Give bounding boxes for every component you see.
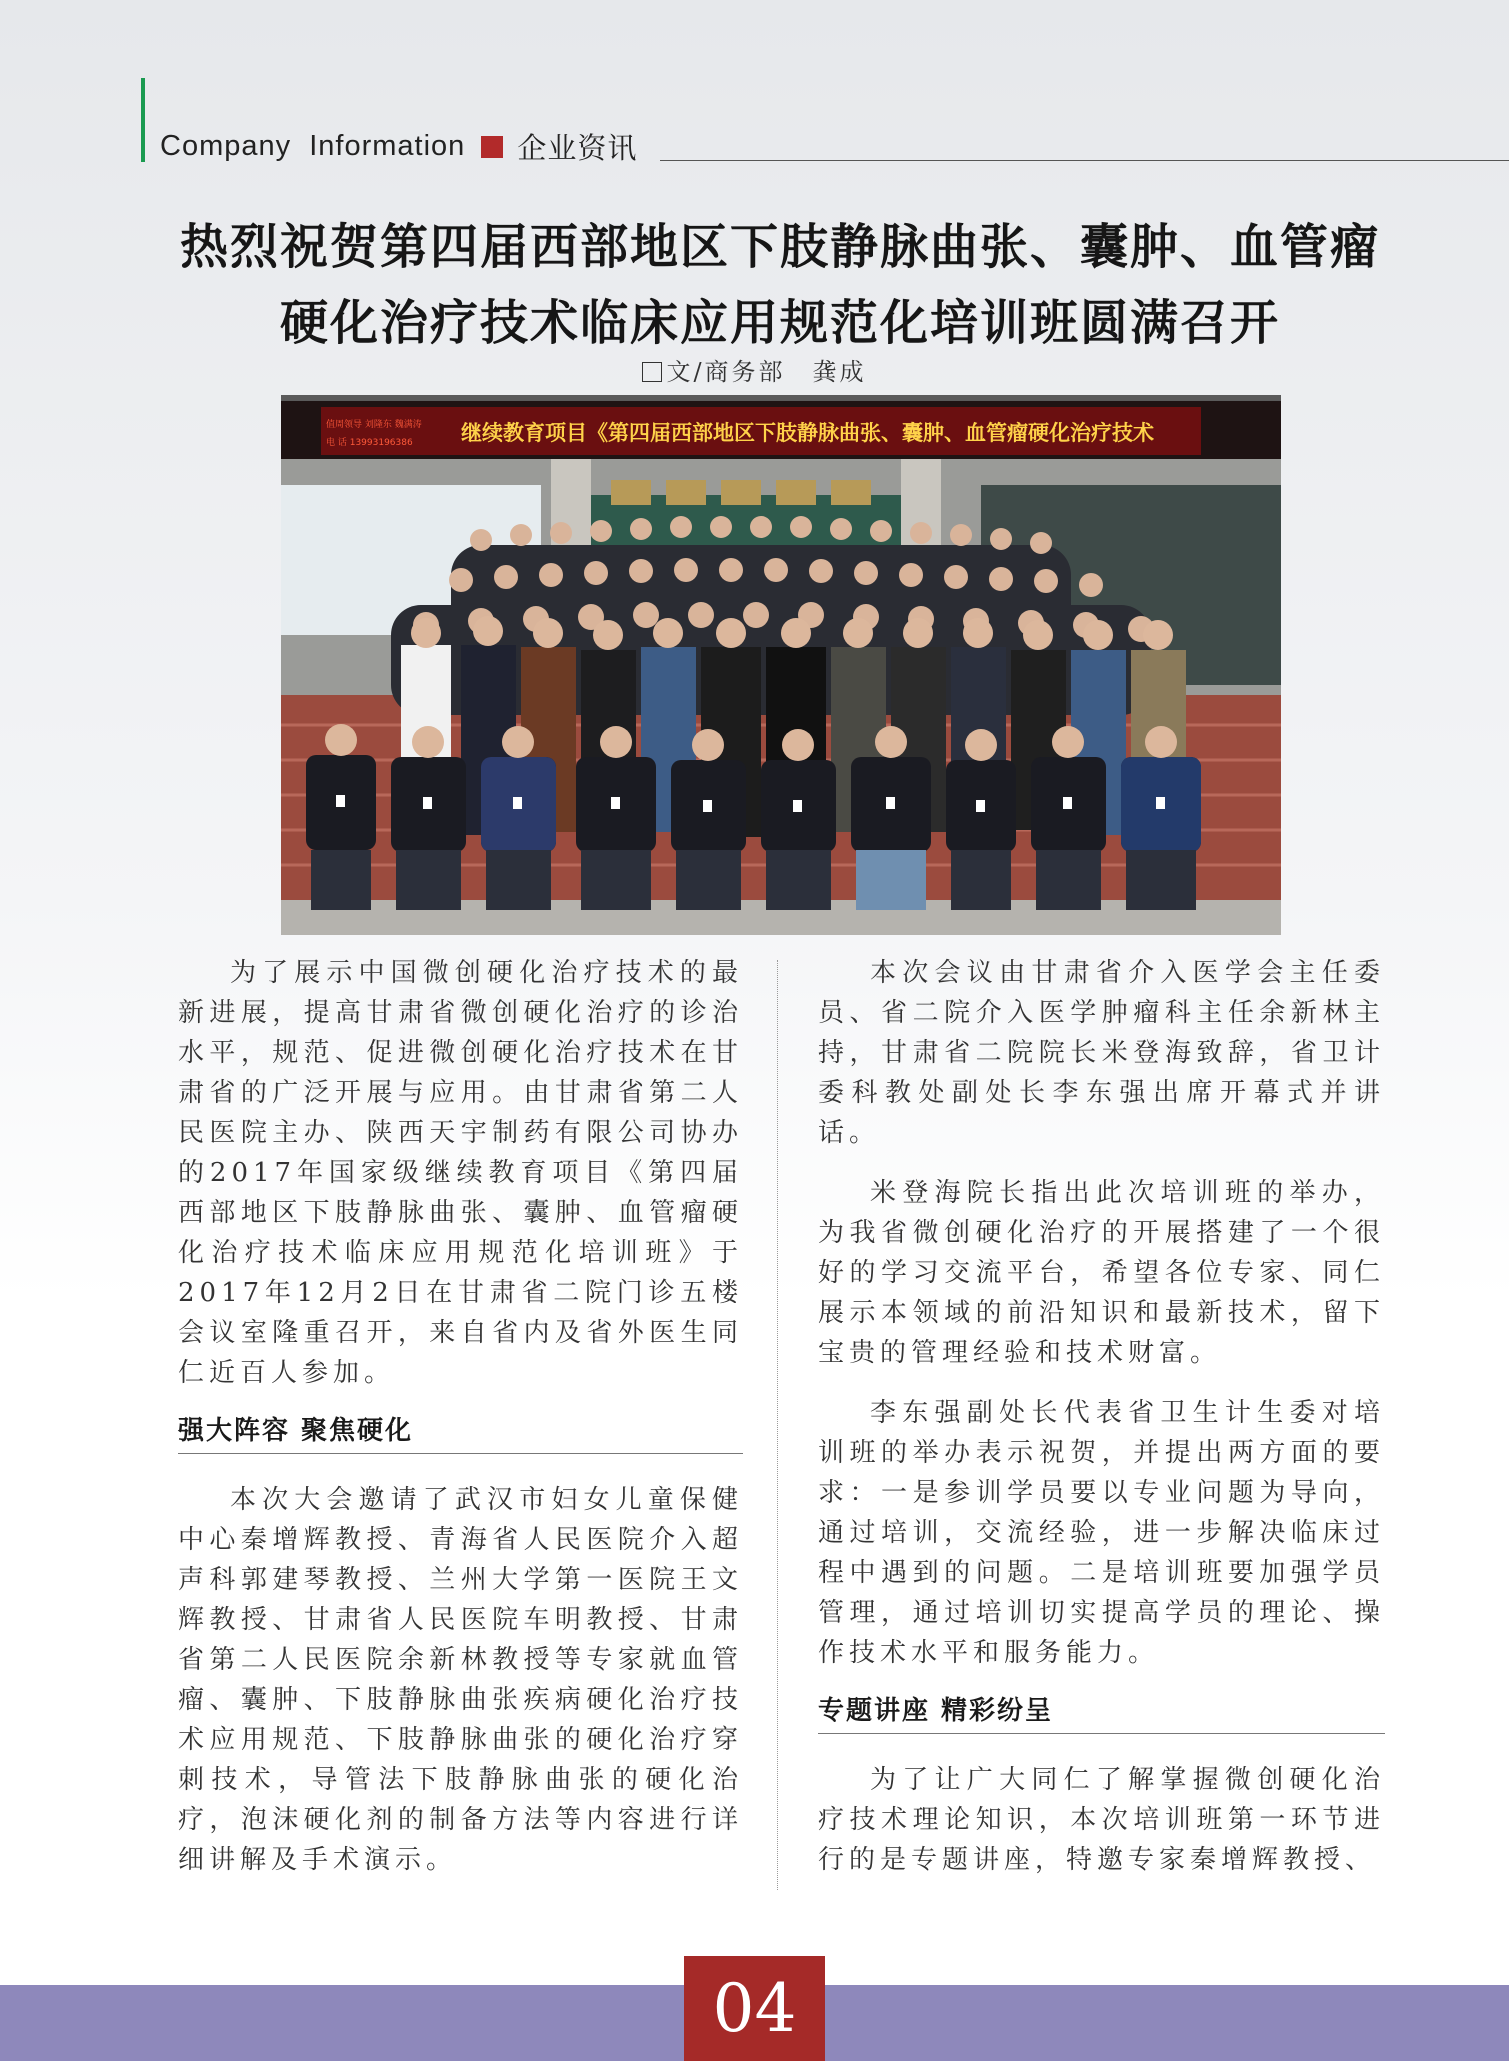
photo-banner-text: 继续教育项目《第四届西部地区下肢静脉曲张、囊肿、血管瘤硬化治疗技术 — [461, 421, 1154, 445]
left-column — [178, 953, 743, 1900]
section-header-en: Company Information — [160, 130, 466, 162]
right-paragraph-3: 李东强副处长代表省卫生计生委对培训班的举办表示祝贺，并提出两方面的要求：一是参训学员要以专业问题为导向，通过培训，交流经验，进一步解决临床过程中遇到的问题。二是培训班要加强学员管理，通过培训切实提高学员的理论、操作技术水平和服务能力。 — [818, 1398, 1385, 1668]
right-column — [818, 953, 1385, 1900]
group-photo — [281, 395, 1281, 935]
right-paragraph-2: 米登海院长指出此次培训班的举办，为我省微创硬化治疗的开展搭建了一个很好的学习交流平台，希望各位专家、同仁展示本领域的前沿知识和最新技术，留下宝贵的管理经验和技术财富。 — [818, 1178, 1385, 1368]
photo-contact-line-1: 值周领导 刘隆东 魏满涛 — [326, 420, 422, 430]
section-header-square-icon — [481, 136, 503, 158]
column-divider — [777, 960, 778, 1890]
article-title-line-1: 热烈祝贺第四届西部地区下肢静脉曲张、囊肿、血管瘤 — [179, 219, 1380, 275]
section-header — [160, 126, 637, 167]
header-accent-bar — [141, 78, 145, 162]
header-rule — [660, 160, 1509, 161]
subhead-lectures: 专题讲座 精彩纷呈 — [818, 1693, 1385, 1734]
group-photo-illustration — [281, 395, 1281, 935]
byline — [0, 352, 1509, 387]
left-paragraph-1: 为了展示中国微创硬化治疗技术的最新进展，提高甘肃省微创硬化治疗的诊治水平，规范、促进微创硬化治疗技术在甘肃省的广泛开展与应用。由甘肃省第二人民医院主办、陕西天宇制药有限公司协办的2017年国家级继续教育项目《第四届西部地区下肢静脉曲张、囊肿、血管瘤硬化治疗技术临床应用规范化培训班》于2017年12月2日在甘肃省二院门诊五楼会议室隆重召开，来自省内及省外医生同仁近百人参加。 — [178, 958, 743, 1388]
section-header-cn: 企业资讯 — [517, 133, 638, 165]
byline-box-icon — [642, 362, 662, 382]
right-paragraph-4: 为了让广大同仁了解掌握微创硬化治疗技术理论知识，本次培训班第一环节进行的是专题讲座，特邀专家秦增辉教授、 — [818, 1765, 1385, 1875]
photo-contact-line-2: 电 话 13993196386 — [326, 438, 413, 448]
subhead-strong-lineup: 强大阵容 聚焦硬化 — [178, 1413, 743, 1454]
byline-text: 文/商务部 龚成 — [666, 358, 867, 386]
article-title-line-2: 硬化治疗技术临床应用规范化培训班圆满召开 — [279, 295, 1280, 351]
page-number: 04 — [684, 1956, 825, 2061]
right-paragraph-1: 本次会议由甘肃省介入医学会主任委员、省二院介入医学肿瘤科主任余新林主持，甘肃省二院院长米登海致辞，省卫计委科教处副处长李东强出席开幕式并讲话。 — [818, 958, 1385, 1148]
left-paragraph-2: 本次大会邀请了武汉市妇女儿童保健中心秦增辉教授、青海省人民医院介入超声科郭建琴教授、兰州大学第一医院王文辉教授、甘肃省人民医院车明教授、甘肃省第二人民医院余新林教授等专家就血管瘤、囊肿、下肢静脉曲张疾病硬化治疗技术应用规范、下肢静脉曲张的硬化治疗穿刺技术，导管法下肢静脉曲张的硬化治疗，泡沫硬化剂的制备方法等内容进行详细讲解及手术演示。 — [178, 1485, 743, 1875]
